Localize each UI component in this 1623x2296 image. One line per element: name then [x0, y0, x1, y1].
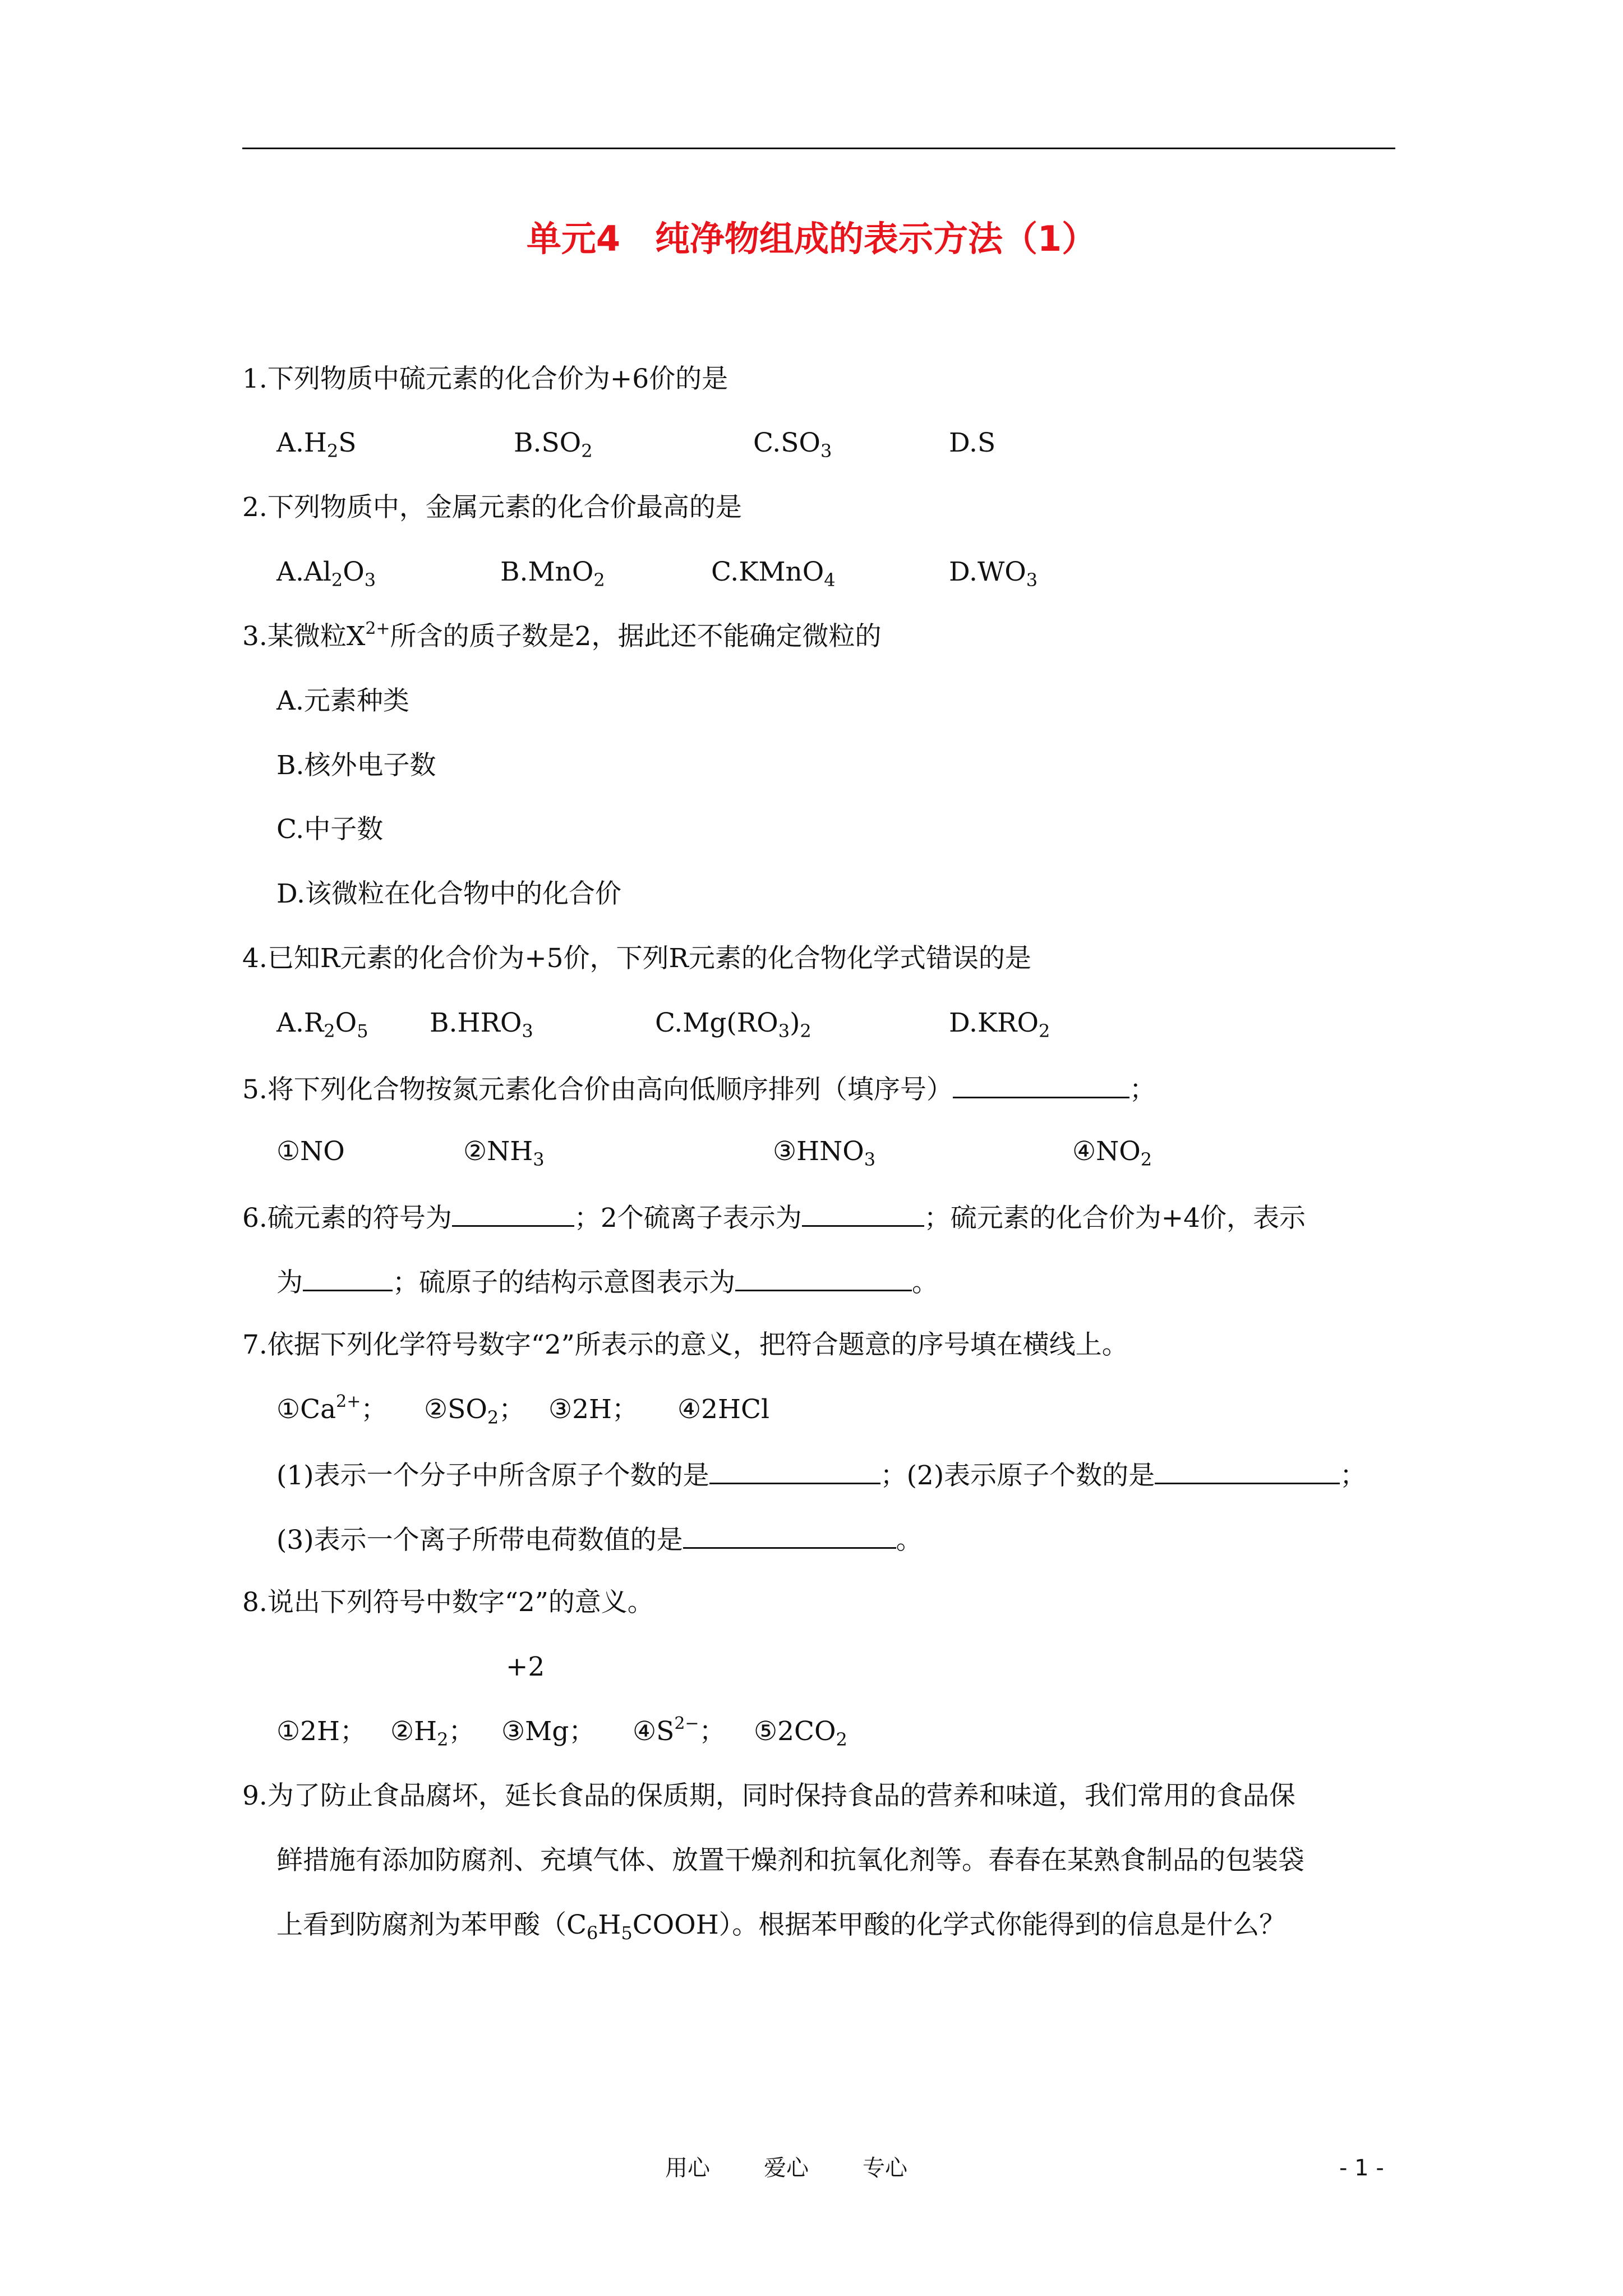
option-d: $D.WO_3$ — [949, 556, 1038, 591]
option-b: B.核外电子数 — [276, 750, 436, 781]
footer-text-1: 用心 — [665, 2155, 710, 2181]
symbol-2: $②SO_2$； — [424, 1394, 525, 1428]
question-6-line-2: 为 ；硫原子的结构示意图表示为 。 — [276, 1264, 938, 1300]
question-8-stem: 8.说出下列符号中数字“2”的意义。 — [242, 1587, 654, 1618]
answer-blank[interactable] — [452, 1199, 574, 1227]
symbol-2: $②H_2$； — [390, 1716, 475, 1750]
question-8-items — [0, 1715, 1623, 1749]
question-1-stem: 1.下列物质中硫元素的化合价为+6价的是 — [242, 364, 728, 394]
valence-mark: +2 — [506, 1651, 545, 1682]
question-9-line-3: 上看到防腐剂为苯甲酸$(C_6H_5COOH)$。根据苯甲酸的化学式你能得到的信息是什么？ — [276, 1910, 1286, 1944]
question-2-stem: 2.下列物质中，金属元素的化合价最高的是 — [242, 492, 742, 523]
question-6-line-1: 6.硫元素的符号为 ；2个硫离子表示为 ；硫元素的化合价为+4价，表示 — [242, 1199, 1306, 1235]
answer-blank[interactable] — [1155, 1457, 1340, 1484]
question-4-stem: 4.已知R元素的化合价为+5价，下列R元素的化合物化学式错误的是 — [242, 943, 1031, 974]
option-b: $B.HRO_3$ — [430, 1007, 533, 1042]
footer-text-3: 专心 — [863, 2155, 907, 2181]
symbol-4: $④S^{2-}$； — [633, 1714, 726, 1747]
option-c: C.中子数 — [276, 814, 384, 845]
answer-blank[interactable] — [683, 1521, 896, 1549]
question-7-stem: 7.依据下列化学符号数字“2”所表示的意义，把符合题意的序号填在横线上。 — [242, 1329, 1128, 1360]
compound-4: $④NO_2$ — [1072, 1136, 1152, 1170]
page-title: 单元4 纯净物组成的表示方法（1） — [526, 218, 1097, 259]
page-number: - 1 - — [1339, 2155, 1384, 2181]
option-b: B.MnO$_2$ — [500, 556, 605, 591]
footer-text-2: 爱心 — [764, 2155, 809, 2181]
question-3-stem: 3.某微粒$X^{2+}$所含的质子数是2，据此还不能确定微粒的 — [242, 619, 882, 652]
answer-blank[interactable] — [735, 1264, 912, 1291]
question-7-items — [0, 1393, 1623, 1427]
question-9-line-1: 9.为了防止食品腐坏，延长食品的保质期，同时保持食品的营养和味道，我们常用的食品保 — [242, 1780, 1295, 1811]
answer-blank[interactable] — [303, 1264, 393, 1291]
question-7-sub-3: (3)表示一个离子所带电荷数值的是 。 — [276, 1521, 923, 1557]
option-d: $D.KRO_2$ — [949, 1007, 1050, 1042]
compound-1: ①NO — [276, 1136, 345, 1167]
question-7-sub-1: (1)表示一个分子中所含原子个数的是 ；(2)表示原子个数的是 ； — [276, 1457, 1366, 1493]
option-c: $C.Mg(RO_3)_2$ — [655, 1007, 811, 1042]
option-c: C.KMnO$_4$ — [711, 556, 836, 591]
symbol-4: ④2HCl — [677, 1394, 770, 1425]
question-1-options — [0, 426, 1623, 460]
answer-blank[interactable] — [802, 1199, 924, 1227]
option-a: $A.Al_2O_3$ — [276, 556, 376, 591]
compound-2: $②NH_3$ — [463, 1136, 545, 1170]
option-a: $A.H_2S$ — [276, 427, 357, 462]
symbol-3: ③Mg； — [501, 1716, 596, 1747]
symbol-1: ①2H； — [276, 1716, 367, 1747]
option-d: D.S — [949, 427, 996, 458]
question-5-stem: 5.将下列化合物按氮元素化合价由高向低顺序排列（填序号） ； — [242, 1071, 1156, 1107]
question-9-line-2: 鲜措施有添加防腐剂、充填气体、放置干燥剂和抗氧化剂等。春春在某熟食制品的包装袋 — [276, 1845, 1304, 1876]
option-d: D.该微粒在化合物中的化合价 — [276, 878, 621, 909]
symbol-5: $⑤2CO_2$ — [754, 1716, 847, 1750]
answer-blank[interactable] — [953, 1071, 1129, 1098]
question-5-items — [0, 1135, 1623, 1168]
compound-3: $③HNO_3$ — [773, 1136, 876, 1170]
option-a: $A.R_2O_5$ — [276, 1007, 368, 1042]
question-4-options — [0, 1006, 1623, 1040]
header-rule — [242, 148, 1395, 149]
option-c: $C.SO_3$ — [753, 427, 832, 462]
option-a: A.元素种类 — [276, 685, 409, 716]
symbol-1: $①Ca^{2+}$； — [276, 1392, 388, 1425]
symbol-3: ③2H； — [548, 1394, 639, 1425]
option-b: $B.SO_2$ — [514, 427, 593, 462]
answer-blank[interactable] — [709, 1457, 880, 1484]
question-2-options — [0, 555, 1623, 589]
